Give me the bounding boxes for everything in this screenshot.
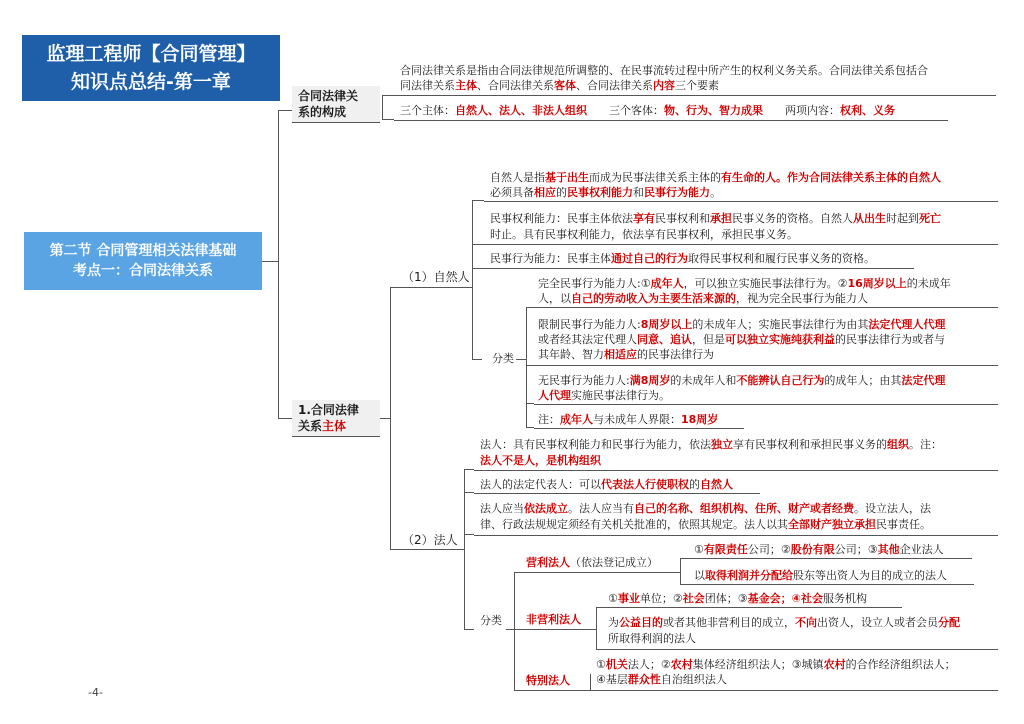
connector bbox=[526, 403, 534, 404]
special-types-line1: ①机关法人；②农村集体经济组织法人；③城镇农村的合作经济组织法人； bbox=[596, 658, 956, 671]
connector bbox=[526, 307, 527, 427]
civil-act-capacity: 民事行为能力：民事主体通过自己的行为取得民事权利和履行民事义务的资格。 bbox=[490, 252, 875, 265]
section-heading bbox=[24, 232, 262, 290]
legal-def-line1: 法人：具有民事权利能力和民事行为能力，依法独立享有民事权利和承担民事义务的组织。注： bbox=[480, 438, 942, 451]
connector bbox=[464, 629, 474, 630]
node-composition bbox=[292, 86, 380, 123]
special-legal-person: 特别法人 bbox=[526, 674, 570, 687]
connector bbox=[526, 427, 534, 428]
full-capacity-line1: 完全民事行为能力人:①成年人，可以独立实施民事法律行为。②16周岁以上的未成年 bbox=[538, 277, 951, 290]
connector bbox=[472, 359, 482, 360]
connector bbox=[526, 307, 534, 308]
node-composition-line2: 系的构成 bbox=[298, 105, 347, 119]
connector bbox=[514, 690, 522, 691]
special-types-line2: ④基层群众性自治组织法人 bbox=[596, 673, 727, 686]
underline bbox=[534, 307, 998, 308]
connector bbox=[472, 287, 473, 359]
limited-capacity-line2: 或者经其法定代理人同意、追认，但是可以独立实施纯获利益的民事法律行为或者与 bbox=[538, 333, 945, 346]
connector bbox=[680, 558, 681, 584]
underline bbox=[604, 649, 998, 650]
connector bbox=[514, 572, 515, 690]
connector bbox=[464, 469, 474, 470]
connector bbox=[382, 95, 383, 119]
title-line2: 知识点总结-第一章 bbox=[71, 71, 231, 93]
connector bbox=[680, 558, 688, 559]
legal-classification-label: 分类 bbox=[480, 614, 502, 627]
connector bbox=[506, 629, 514, 630]
connector bbox=[596, 607, 604, 608]
connector bbox=[390, 287, 391, 549]
legal-establish-line1: 法人应当依法成立。法人应当有自己的名称、组织机构、住所、财产或者经费。设立法人，法 bbox=[480, 502, 931, 515]
underline bbox=[688, 584, 974, 585]
connector bbox=[464, 469, 465, 629]
connector bbox=[514, 629, 522, 630]
underline bbox=[484, 201, 998, 202]
underline bbox=[522, 690, 590, 691]
section-line1: 第二节 合同管理相关法律基础 bbox=[49, 243, 237, 259]
connector bbox=[382, 95, 394, 96]
connector bbox=[390, 287, 472, 288]
connector bbox=[596, 649, 604, 650]
connector bbox=[278, 418, 292, 419]
underline bbox=[394, 95, 996, 96]
underline bbox=[522, 572, 680, 573]
no-capacity-line1: 无民事行为能力人:满8周岁的未成年人和不能辨认自己行为的成年人；由其法定代理 bbox=[538, 374, 946, 387]
adult-note: 注：成年人与未成年人界限：18周岁 bbox=[538, 413, 719, 426]
connector bbox=[680, 584, 688, 585]
underline bbox=[474, 470, 998, 471]
no-capacity-line2: 人代理实施民事法律行为。 bbox=[538, 389, 670, 402]
node-subject-line2: 关系主体 bbox=[298, 419, 347, 433]
full-capacity-line2: 人，以自己的劳动收入为主要生活来源的，视为完全民事行为能力人 bbox=[538, 292, 868, 305]
node-subject-line1: 1.合同法律 bbox=[298, 403, 359, 417]
connector bbox=[516, 359, 526, 360]
connector bbox=[278, 110, 292, 111]
natural-def-line2: 必须具备相应的民事权利能力和民事行为能力。 bbox=[490, 186, 721, 199]
non-profit-types: ①事业单位；②社会团体；③基金会；④社会服务机构 bbox=[608, 592, 867, 605]
underline bbox=[534, 365, 998, 366]
legal-establish-line2: 律、行政法规规定须经有关机关批准的，依照其规定。法人以其全部财产独立承担民事责任。 bbox=[480, 518, 931, 531]
legal-person-label: （2）法人 bbox=[402, 533, 458, 547]
node-subject bbox=[292, 400, 380, 437]
connector bbox=[262, 261, 278, 262]
limited-capacity-line3: 其年龄、智力相适应的民事法律行为 bbox=[538, 348, 714, 361]
underline bbox=[394, 120, 948, 121]
for-profit-types: ①有限责任公司；②股份有限公司；③其他企业法人 bbox=[694, 543, 944, 556]
connector bbox=[590, 674, 591, 690]
non-profit-legal-person: 非营利法人 bbox=[526, 613, 581, 626]
connector bbox=[380, 418, 390, 419]
for-profit-legal-person: 营利法人（依法登记成立） bbox=[526, 556, 658, 569]
civil-right-capacity-line2: 时止。具有民事权利能力，依法享有民事权利，承担民事义务。 bbox=[490, 228, 798, 241]
non-profit-purpose-line2: 所取得利润的法人 bbox=[608, 632, 696, 645]
underline bbox=[522, 629, 596, 630]
underline bbox=[534, 428, 744, 429]
connector bbox=[464, 492, 474, 493]
for-profit-purpose: 以取得利润并分配给股东等出资人为目的成立的法人 bbox=[694, 569, 947, 582]
underline bbox=[474, 493, 760, 494]
underline bbox=[688, 558, 972, 559]
underline bbox=[474, 535, 998, 536]
legal-def-line2: 法人不是人，是机构组织 bbox=[480, 454, 601, 467]
node-composition-line1: 合同法律关 bbox=[298, 89, 359, 103]
connector bbox=[472, 200, 484, 201]
underline bbox=[484, 244, 998, 245]
connector bbox=[278, 110, 279, 418]
title-line1: 监理工程师【合同管理】 bbox=[46, 43, 256, 65]
limited-capacity-line1: 限制民事行为能力人:8周岁以上的未成年人；实施民事法律行为由其法定代理人代理 bbox=[538, 318, 946, 331]
connector bbox=[514, 572, 522, 573]
page-title bbox=[22, 35, 280, 101]
connector bbox=[390, 549, 464, 550]
non-profit-purpose-line1: 为公益目的或者其他非营利目的成立，不向出资人，设立人或者会员分配 bbox=[608, 616, 960, 629]
composition-desc-line1: 合同法律关系是指由合同法律规范所调整的、在民事流转过程中所产生的权利义务关系。合同法律关系包括合 bbox=[400, 64, 928, 77]
underline bbox=[484, 268, 914, 269]
composition-three: 三个主体：自然人、法人、非法人组织 三个客体：物、行为、智力成果 两项内容：权利、义务 bbox=[400, 104, 895, 117]
legal-representative: 法人的法定代表人：可以代表法人行使职权的自然人 bbox=[480, 478, 733, 491]
connector bbox=[526, 365, 534, 366]
page-number: -4- bbox=[88, 686, 103, 699]
natural-classification-label: 分类 bbox=[492, 352, 514, 365]
connector bbox=[472, 268, 484, 269]
civil-right-capacity-line1: 民事权利能力：民事主体依法享有民事权利和承担民事义务的资格。自然人从出生时起到死亡 bbox=[490, 212, 941, 225]
section-line2: 考点一：合同法律关系 bbox=[73, 263, 213, 279]
underline bbox=[604, 607, 902, 608]
connector bbox=[472, 244, 484, 245]
connector bbox=[464, 534, 474, 535]
underline bbox=[534, 404, 998, 405]
connector bbox=[596, 607, 597, 649]
composition-desc-line2: 同法律关系主体、合同法律关系客体、合同法律关系内容三个要素 bbox=[400, 79, 719, 92]
connector bbox=[382, 119, 394, 120]
natural-person-label: （1）自然人 bbox=[402, 270, 470, 284]
underline bbox=[590, 690, 998, 691]
natural-def-line1: 自然人是指基于出生而成为民事法律关系主体的有生命的人。作为合同法律关系主体的自然人 bbox=[490, 171, 941, 184]
